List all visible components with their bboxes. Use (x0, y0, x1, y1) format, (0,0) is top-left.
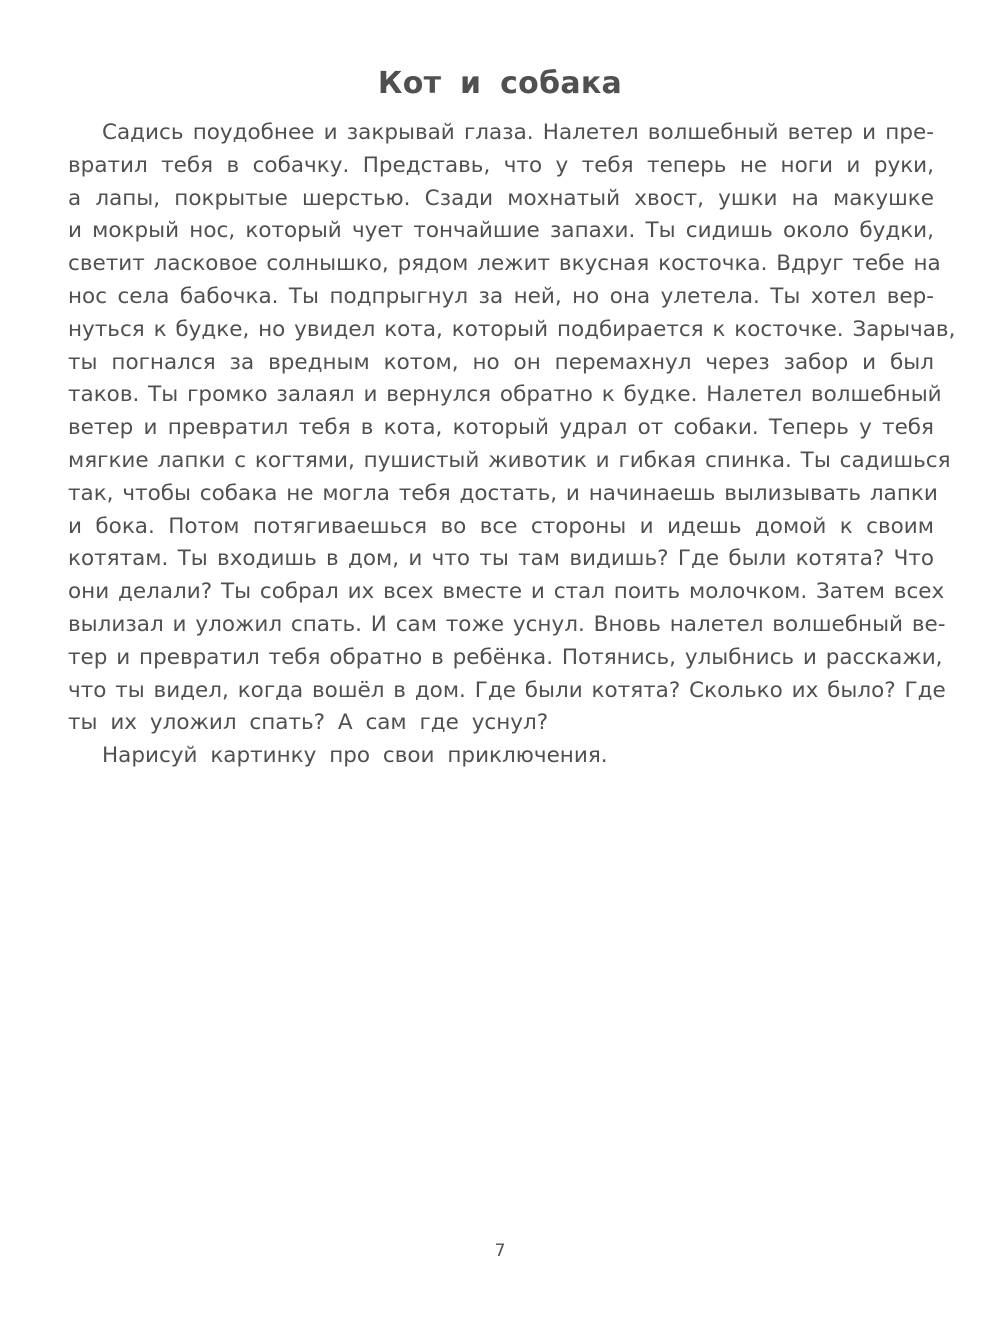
story-line: так, чтобы собака не могла тебя достать, и начинаешь вылизывать лапки (68, 480, 938, 506)
story-line: нуться к будке, но увидел кота, который подбирается к косточке. Зарычав, (68, 316, 956, 342)
story-line: ты их уложил спать? А сам где уснул? (68, 710, 549, 736)
story-line: светит ласковое солнышко, рядом лежит вкусная косточка. Вдруг тебе на (68, 251, 941, 277)
story-line: ты погнался за вредным котом, но он перемахнул через забор и был (68, 349, 934, 375)
story-line: котятам. Ты входишь в дом, и что ты там видишь? Где были котята? Что (68, 546, 934, 572)
page-title: Кот и собака (377, 66, 623, 101)
story-line: они делали? Ты собрал их всех вместе и стал поить молочком. Затем всех (68, 579, 945, 605)
story-line: нос села бабочка. Ты подпрыгнул за ней, но она улетела. Ты хотел вер- (68, 283, 934, 309)
story-line: что ты видел, когда вошёл в дом. Где были котята? Сколько их было? Где (68, 677, 946, 703)
story-line: а лапы, покрытые шерстью. Сзади мохнатый хвост, ушки на макушке (68, 185, 934, 211)
story-line: ветер и превратил тебя в кота, который удрал от собаки. Теперь у тебя (68, 415, 934, 441)
story-line: вратил тебя в собачку. Представь, что у тебя теперь не ноги и руки, (68, 152, 934, 178)
story-line: тер и превратил тебя обратно в ребёнка. Потянись, улыбнись и расскажи, (68, 644, 943, 670)
instruction-text: Нарисуй картинку про свои приключения. (102, 743, 608, 769)
story-line: вылизал и уложил спать. И сам тоже уснул. Вновь налетел волшебный ве- (68, 611, 946, 637)
story-line: и мокрый нос, который чует тончайшие запахи. Ты сидишь около будки, (68, 218, 934, 244)
page-number: 7 (494, 1241, 506, 1261)
story-line: и бока. Потом потягиваешься во все стороны и идешь домой к своим (68, 513, 934, 539)
story-line: мягкие лапки с когтями, пушистый животик и гибкая спинка. Ты садишься (68, 447, 951, 473)
story-text (68, 117, 956, 773)
story-line: Садись поудобнее и закрывай глаза. Налетел волшебный ветер и пре- (102, 120, 934, 145)
story-line: таков. Ты громко залаял и вернулся обратно к будке. Налетел волшебный (68, 382, 942, 408)
